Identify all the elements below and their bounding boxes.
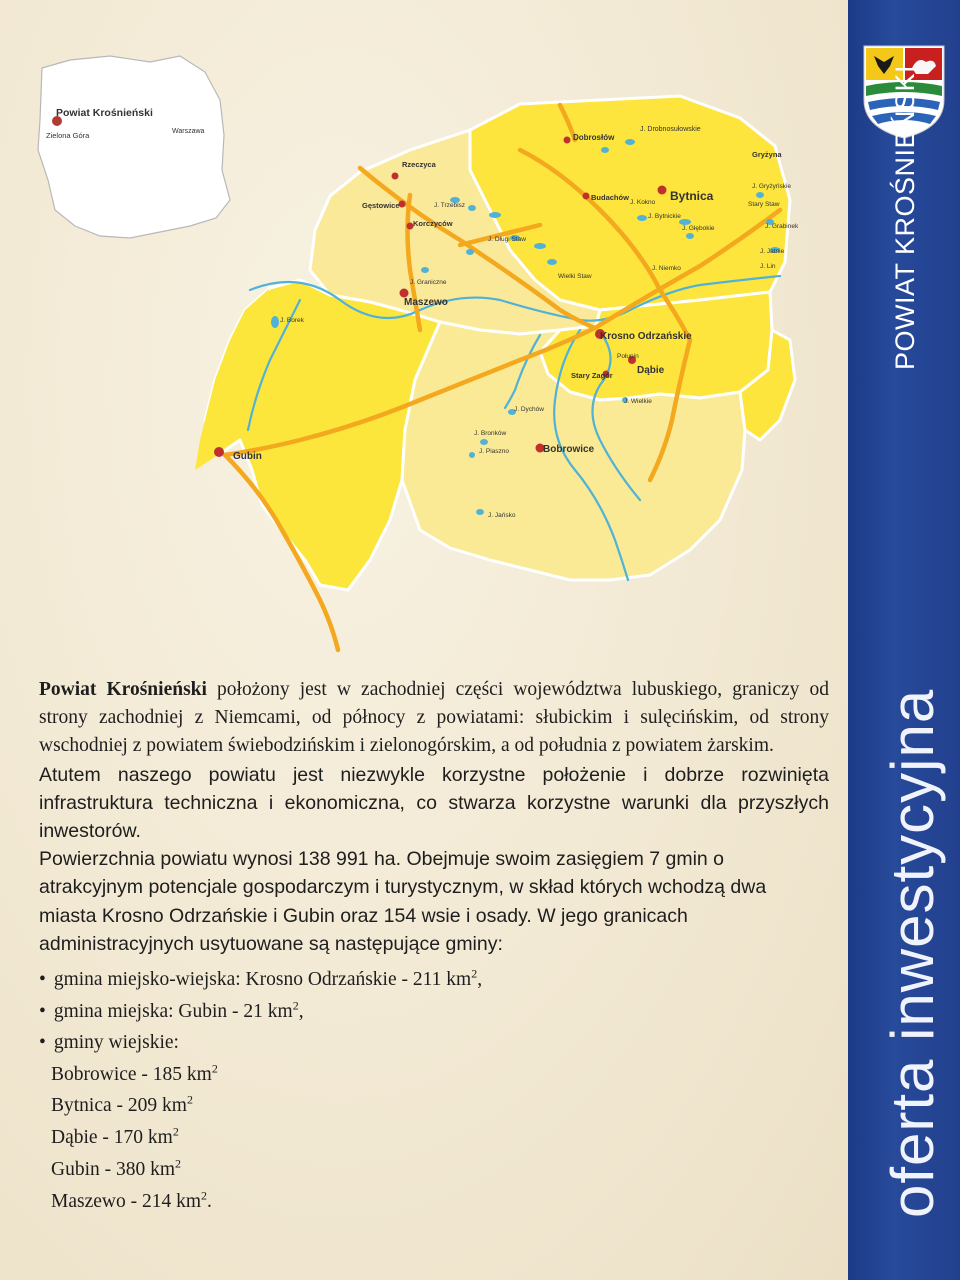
paragraph-advantages: Atutem naszego powiatu jest niezwykle korzystne położenie i dobrze rozwinięta infrastruktura techniczna i ekonomiczna, co stwarza korzystne warunki dla przyszłych inwestorów. [39,763,829,843]
label-j-bronkow: J. Bronków [474,430,507,437]
label-j-glebokie: J. Głębokie [682,225,715,232]
label-j-trzebisz: J. Trzebisz [434,202,466,209]
inset-label-warszawa: Warszawa [172,128,205,135]
area-sentence: Powierzchnia powiatu wynosi 138 991 ha. [39,848,402,871]
label-rzeczyca: Rzeczyca [402,160,436,169]
label-dobroslow: Dobrosłów [573,133,615,142]
label-budachow: Budachów [591,193,629,202]
gminas-sentence: Obejmuje swoim zasięgiem 7 gmin o atrakcyjnym potencjale gospodarczym i turystycznym, w skład których wchodzą dwa miasta Krosno Odrzańskie i Gubin oraz 154 wsie i osady. [39,848,767,927]
sub-list-item: Dąbie - 170 $km^2$ [51,1124,179,1149]
list-item: • gminy wiejskie: [39,1027,829,1059]
label-j-wielkie: J. Wielkie [624,398,652,405]
label-j-lin: J. Lin [760,263,776,270]
label-j-gryzynskie: J. Gryżyńskie [752,183,792,190]
county-name-bold: Powiat Krośnieński [39,679,207,700]
label-gryzyna: Gryżyna [752,150,782,159]
gmina-list [39,964,829,1217]
label-j-dychow: J. Dychów [514,406,544,413]
label-j-jansko: J. Jańsko [488,512,516,519]
label-j-borek: J. Borek [280,317,304,324]
label-j-piaszno: J. Piaszno [479,448,509,455]
label-j-niemko: J. Niemko [652,265,681,272]
label-bytnica: Bytnica [670,189,714,203]
sub-list-item: Bytnica - 209 $km^2$ [51,1092,193,1117]
inset-label-zielona-gora: Zielona Góra [46,131,90,140]
sidebar-title-anchor [890,64,920,371]
inset-poland-map [38,56,230,238]
label-j-drobnosulowskie: J. Drobnosułowskie [640,126,701,133]
sidebar-subtitle: oferta inwestycyjna [879,688,946,1218]
list-item: • gmina miejska: Gubin - 21 $km^2$, [39,996,829,1028]
county-map [0,0,848,660]
admin-sentence: W jego granicach administracyjnych usytuowane są następujące gminy: [39,904,688,955]
label-gubin: Gubin [233,451,262,462]
label-j-graniczne: J. Graniczne [410,279,447,286]
inset-title: Powiat Krośnieński [56,107,153,119]
label-stary-zagor: Stary Zagór [571,371,613,380]
label-korczycow: Korczyców [413,219,453,228]
sidebar-title: POWIAT KROŚNIEŃSKI [890,64,920,370]
description-text [39,676,829,1218]
sub-list-item: Maszewo - 214 $km^2$. [51,1188,212,1212]
label-gestowice: Gęstowice [362,201,400,210]
paragraph-area [39,845,829,958]
label-stary-staw: Stary Staw [748,201,780,208]
paragraph-location-text: położony jest w zachodniej części województwa lubuskiego, graniczy od strony zachodniej z Niemcami, od północy z powiatami: słubickim i sulęcińskim, od strony wschodniej z powiatem świebodzińskim i zielonogórskim, a od południa z powiatem żarskim. [39,679,830,757]
label-j-dlugi-staw: J. Długi Staw [488,236,526,243]
sub-list-item: Bobrowice - 185 $km^2$ [51,1061,218,1085]
label-j-bytnickie: J. Bytnickie [648,213,681,220]
label-wielki-staw: Wielki Staw [558,273,592,280]
label-bobrowice: Bobrowice [543,444,595,455]
label-krosno: Krosno Odrzańskie [600,331,692,342]
label-j-grabinek: J. Grabinek [765,223,799,230]
sub-list-item: Gubin - 380 $km^2$ [51,1156,182,1180]
label-j-jatnie: J. Jatnie [760,248,785,255]
label-maszewo: Maszewo [404,297,448,308]
label-polupin: Połupin [617,353,639,360]
list-item: • gmina miejsko-wiejska: Krosno Odrzańskie - 211 $km^2$, [39,964,829,996]
paragraph-location [39,676,829,761]
sidebar-subtitle-anchor [878,688,946,1219]
label-dabie: Dąbie [637,365,665,376]
label-j-kokno: J. Kokno [630,199,656,206]
